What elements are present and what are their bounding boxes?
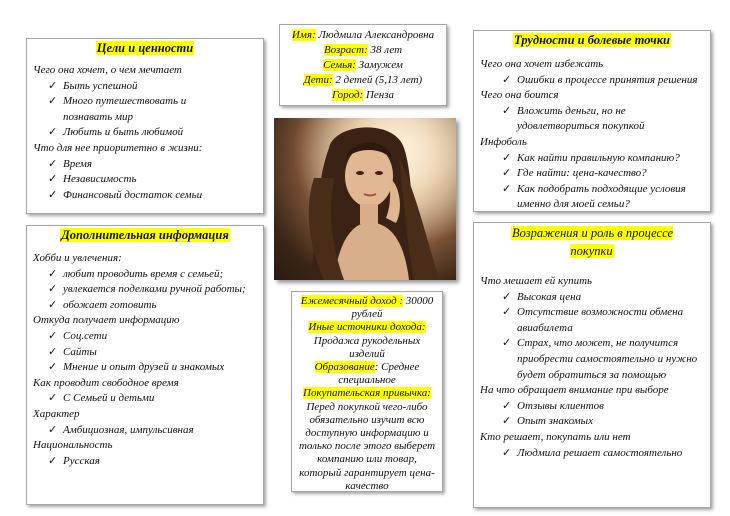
income-monthly: Ежемесячный доход : 30000 рублей bbox=[300, 295, 434, 321]
goals-item: ✓ Много путешествовать и познавать мир bbox=[48, 94, 213, 125]
character-item: ✓ Амбициозная, импульсивная bbox=[48, 423, 257, 439]
nationality-heading: Национальность bbox=[33, 439, 113, 452]
profile-card bbox=[279, 24, 447, 106]
goals-item: ✓ Финансовый достаток семьи bbox=[48, 188, 257, 204]
objection-item: ✓ Высокая цена bbox=[502, 290, 704, 306]
pains-title: Трудности и болевые точки bbox=[514, 33, 670, 47]
buying-habit-label: Покупательская привычка: bbox=[303, 387, 431, 400]
character-heading: Характер bbox=[33, 407, 80, 420]
source-item: ✓ Мнение и опыт друзей и знакомых bbox=[48, 360, 257, 376]
profile-city-line: Город: Пенза bbox=[331, 89, 395, 101]
pains-item: ✓ Где найти: цена-качество? bbox=[502, 166, 704, 182]
persona-photo bbox=[274, 118, 456, 280]
goals-card bbox=[26, 38, 264, 214]
hobby-item: ✓ увлекается поделками ручной работы; bbox=[48, 282, 257, 298]
objection-item: ✓ Отзывы клиентов bbox=[502, 399, 704, 415]
objections-question-2: На что обращает внимание при выборе bbox=[480, 384, 669, 397]
pains-item: ✓ Как подобрать подходящие условия именно для моей семьи? bbox=[502, 182, 687, 213]
goals-question-2: Что для нее приоритетно в жизни: bbox=[33, 141, 203, 154]
profile-family-line: Семья: Замужем bbox=[323, 59, 403, 71]
income-card bbox=[291, 291, 443, 492]
buying-habit-value: Перед покупкой чего-либо обязательно изучит всю доступную информацию и только после этого выберет компанию или товар, который гарантирует цена-качество bbox=[298, 400, 436, 492]
goals-item: ✓ Время bbox=[48, 157, 257, 173]
extra-info-card bbox=[26, 225, 264, 505]
woman-portrait-icon bbox=[274, 118, 456, 280]
objection-item: ✓ Страх, что может, не получится приобрести самостоятельно и нужно будет обратиться за помощью bbox=[502, 336, 699, 383]
objections-question-3: Кто решает, покупать или нет bbox=[480, 430, 631, 443]
hobby-item: ✓ любит проводить время с семьей; bbox=[48, 267, 257, 283]
leisure-heading: Как проводит свободное время bbox=[33, 376, 179, 389]
nationality-item: ✓ Русская bbox=[48, 454, 257, 470]
objections-title: Возражения и роль в процессе покупки bbox=[511, 226, 674, 258]
education: Образование: Среднее специальное bbox=[314, 361, 420, 387]
pains-item: ✓ Ошибки в процессе принятия решения bbox=[502, 73, 704, 89]
profile-kids-line: Дети: 2 детей (5,13 лет) bbox=[303, 74, 423, 86]
objection-item: ✓ Отсутствие возможности обмена авиабилета bbox=[502, 305, 697, 336]
hobby-heading: Хобби и увлечения: bbox=[33, 252, 122, 264]
extra-info-title: Дополнительная информация bbox=[61, 228, 229, 242]
goals-item: ✓ Быть успешной bbox=[48, 79, 257, 95]
pains-item: ✓ Как найти правильную компанию? bbox=[502, 151, 704, 167]
goals-question-1: Чего она хочет, о чем мечтает bbox=[33, 64, 182, 76]
income-other-value: Продажа рукодельных изделий bbox=[313, 334, 421, 360]
objections-card bbox=[473, 222, 711, 508]
pains-question-3: Инфоболь bbox=[480, 135, 527, 148]
objections-question-1: Что мешает ей купить bbox=[480, 275, 593, 287]
objection-item: ✓ Людмила решает самостоятельно bbox=[502, 446, 704, 462]
pains-item: ✓ Вложить деньги, но не удовлетвориться покупкой bbox=[502, 104, 667, 135]
profile-age-line: Возраст: 38 лет bbox=[323, 44, 403, 56]
objection-item: ✓ Опыт знакомых bbox=[502, 414, 704, 430]
sources-heading: Откуда получает информацию bbox=[33, 314, 180, 327]
pains-question-2: Чего она боится bbox=[480, 89, 559, 102]
goals-item: ✓ Независимость bbox=[48, 172, 257, 188]
pains-card bbox=[473, 30, 711, 212]
goals-item: ✓ Любить и быть любимой bbox=[48, 125, 257, 141]
hobby-item: ✓ обожает готовить bbox=[48, 298, 257, 314]
source-item: ✓ Сайты bbox=[48, 345, 257, 361]
goals-title: Цели и ценности bbox=[96, 41, 194, 55]
profile-name-line: Имя: Людмила Александровна bbox=[291, 29, 435, 41]
pains-question-1: Чего она хочет избежать bbox=[480, 58, 604, 70]
income-other-label: Иные источники дохода: bbox=[308, 321, 426, 334]
leisure-item: ✓ С Семьей и детьми bbox=[48, 391, 257, 407]
source-item: ✓ Соц.сети bbox=[48, 329, 257, 345]
